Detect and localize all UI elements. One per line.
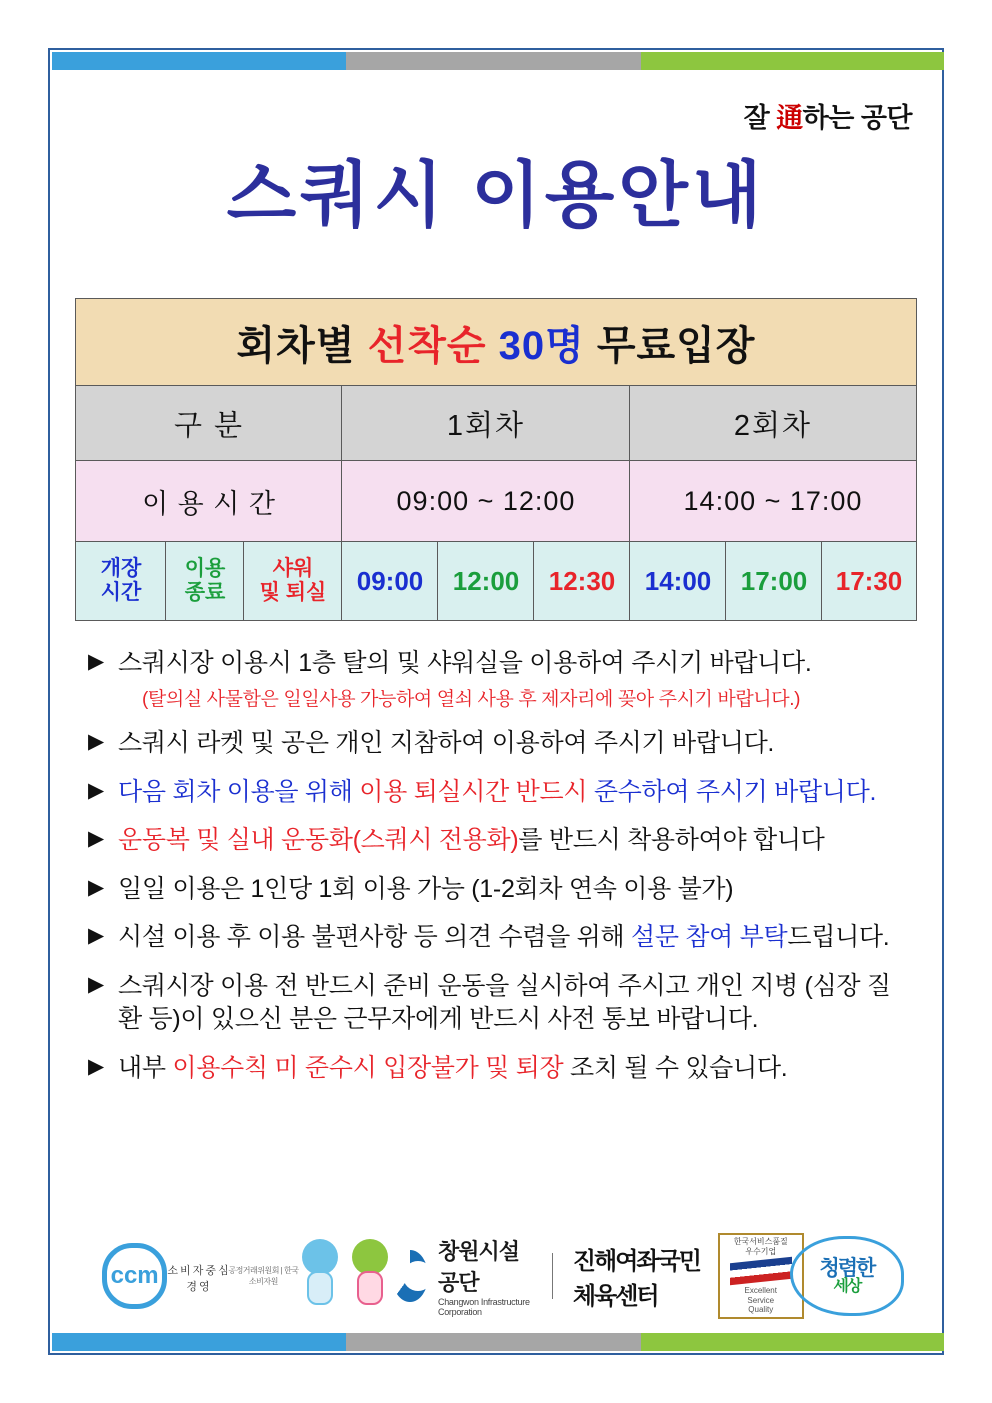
note-text-segment: 시설 이용 후 이용 불편사항 등 의견 수렴을 위해 <box>118 923 631 952</box>
header-cell-session1: 1회차 <box>342 386 630 461</box>
detail-label-end <box>166 542 244 621</box>
note-text-segment: 조치 될 수 있습니다. <box>563 1053 788 1082</box>
changwon-name-kr: 창원시설공단 <box>438 1239 520 1295</box>
note-text-segment: 스쿼시장 이용 전 반드시 준비 운동을 실시하여 주시고 개인 지병 (심장 질환 등)이 있으신 분은 근무자에게 반드시 사전 통보 바랍니다. <box>118 971 891 1034</box>
note-item <box>88 970 904 1037</box>
note-text-segment: 스쿼시장 이용시 1층 탈의 및 샤워실을 이용하여 주시기 바랍니다. <box>118 649 812 678</box>
detail-value-s2-end: 17:00 <box>726 542 822 621</box>
detail-value-s1-shower: 12:30 <box>534 542 630 621</box>
table-row-usage-time <box>76 461 916 542</box>
note-text-segment: 설문 참여 부탁 <box>630 923 788 952</box>
poster-content <box>52 70 940 1333</box>
ksq-bottom-text <box>745 1286 777 1315</box>
note-text-segment: 스쿼시 라켓 및 공은 개인 지참하여 이용하여 주시기 바랍니다. <box>118 729 775 758</box>
note-subtext: (탈의실 사물함은 일일사용 가능하여 열쇠 사용 후 제자리에 꽂아 주시기 바랍니다.) <box>142 688 801 710</box>
slogan-pre: 잘 <box>743 103 777 133</box>
mascot-blue-icon <box>298 1239 342 1313</box>
detail-label-end-line2: 종료 <box>184 581 226 605</box>
changwon-name-en: Changwon Infrastructure Corporation <box>438 1297 530 1317</box>
ksq-bottom-line3: Quality <box>748 1305 774 1315</box>
note-text <box>118 1052 904 1086</box>
detail-label-open <box>76 542 166 621</box>
clean-line1: 청렴한 <box>819 1256 875 1280</box>
note-bullet-icon: ▶ <box>88 875 105 899</box>
header-cell-session2: 2회차 <box>630 386 916 461</box>
detail-label-shower <box>244 542 342 621</box>
bar-segment-green <box>641 52 944 70</box>
detail-label-shower-line1: 샤워 <box>272 557 314 581</box>
table-row-banner <box>76 299 916 386</box>
note-item <box>88 873 904 907</box>
usage-info-table <box>75 298 916 621</box>
mascot-characters <box>298 1239 392 1313</box>
logo-strip <box>64 1221 928 1331</box>
note-item <box>88 1052 904 1086</box>
mascot-green-head <box>352 1239 388 1275</box>
ccm-logo <box>102 1243 298 1309</box>
mascot-blue-body <box>307 1271 333 1305</box>
note-text <box>118 824 904 858</box>
detail-label-shower-line2: 및 퇴실 <box>259 581 327 605</box>
usage-time-session1: 09:00 ~ 12:00 <box>342 461 630 542</box>
bar-segment-gray <box>346 52 640 70</box>
poster-frame <box>48 48 944 1355</box>
note-item <box>88 647 904 681</box>
note-text-segment: 준수하여 주시기 바랍니다. <box>593 777 877 806</box>
bar-segment-blue <box>52 52 346 70</box>
mascot-blue-head <box>302 1239 338 1275</box>
detail-value-s1-open: 09:00 <box>342 542 438 621</box>
note-text <box>118 921 904 955</box>
note-text-segment: 드립니다. <box>787 923 890 952</box>
changwon-swoosh-icon <box>392 1250 428 1302</box>
slogan-post: 하는 공단 <box>802 103 912 133</box>
top-color-bar <box>52 52 944 70</box>
detail-value-s2-open: 14:00 <box>630 542 726 621</box>
header-cell-division: 구 분 <box>76 386 342 461</box>
ccm-label-line2: 공정거래위원회 | 한국소비자원 <box>228 1266 299 1286</box>
table-row-detail <box>76 542 916 621</box>
note-bullet-icon: ▶ <box>88 650 105 674</box>
usage-time-session2: 14:00 ~ 17:00 <box>630 461 916 542</box>
ksq-top-line2: 우수기업 <box>745 1246 777 1256</box>
banner-part1: 회차별 <box>236 323 368 368</box>
page-title: 스쿼시 이용안내 <box>226 156 766 236</box>
detail-label-open-line1: 개장 <box>100 557 142 581</box>
note-item <box>88 727 904 761</box>
center-name: 진해여좌국민체육센터 <box>572 1248 700 1310</box>
clean-text <box>819 1258 874 1295</box>
banner-part4: 무료입장 <box>596 323 756 368</box>
clean-world-logo <box>804 1233 890 1319</box>
table-row-header <box>76 386 916 461</box>
detail-value-s1-end: 12:00 <box>438 542 534 621</box>
ccm-label-line1: 소 비 자 중 심 경 영 <box>167 1265 229 1293</box>
ksq-bottom-line2: Service <box>747 1295 775 1305</box>
note-bullet-icon: ▶ <box>88 1054 105 1078</box>
note-text <box>118 727 904 761</box>
changwon-logo <box>392 1235 717 1317</box>
note-text <box>118 970 904 1037</box>
note-bullet-icon: ▶ <box>88 924 105 948</box>
note-text <box>118 776 904 810</box>
ksq-top-line1: 한국서비스품질 <box>733 1237 788 1247</box>
mascot-green-body <box>357 1271 383 1305</box>
note-text-segment: 일일 이용은 1인당 1회 이용 가능 (1-2회차 연속 이용 불가) <box>118 874 734 903</box>
note-item <box>88 921 904 955</box>
detail-label-end-line1: 이용 <box>184 557 226 581</box>
note-text-segment: 를 반드시 착용하여야 합니다 <box>518 826 825 855</box>
ksq-ribbon-icon <box>730 1257 792 1286</box>
bottom-bar-segment-blue <box>52 1333 346 1351</box>
ksq-bottom-line1: Excellent <box>744 1286 777 1296</box>
note-text <box>118 873 904 907</box>
note-text-segment: 이용 퇴실시간 반드시 <box>359 777 594 806</box>
banner-cell <box>76 299 916 386</box>
note-bullet-icon: ▶ <box>88 730 105 754</box>
slogan <box>66 96 926 135</box>
note-item <box>88 776 904 810</box>
mascot-green-icon <box>348 1239 392 1313</box>
detail-label-open-line2: 시간 <box>100 581 142 605</box>
clean-line2: 세상 <box>833 1277 861 1295</box>
note-text-segment: 운동복 및 실내 운동화(스쿼시 전용화) <box>118 826 519 855</box>
ksq-top-text <box>734 1237 788 1256</box>
note-text-segment: 이용수칙 미 준수시 입장불가 및 퇴장 <box>172 1053 564 1082</box>
note-bullet-icon: ▶ <box>88 972 105 996</box>
banner-part3: 30명 <box>498 323 597 368</box>
note-text-segment: 내부 <box>118 1053 173 1082</box>
note-text-segment: 다음 회차 이용을 위해 <box>118 777 360 806</box>
note-text <box>118 647 904 681</box>
slogan-accent: 通 <box>776 103 803 133</box>
ccm-mark-icon: ccm <box>102 1243 167 1309</box>
changwon-text <box>438 1235 532 1317</box>
notes-list <box>88 647 904 1085</box>
usage-time-label: 이 용 시 간 <box>76 461 342 542</box>
bottom-bar-segment-green <box>641 1333 944 1351</box>
bottom-bar-segment-gray <box>346 1333 640 1351</box>
detail-value-s2-shower: 17:30 <box>822 542 916 621</box>
banner-part2: 선착순 <box>367 323 499 368</box>
logo-divider <box>552 1253 553 1299</box>
bottom-color-bar <box>52 1333 944 1351</box>
note-bullet-icon: ▶ <box>88 778 105 802</box>
note-item <box>88 824 904 858</box>
note-bullet-icon: ▶ <box>88 827 105 851</box>
